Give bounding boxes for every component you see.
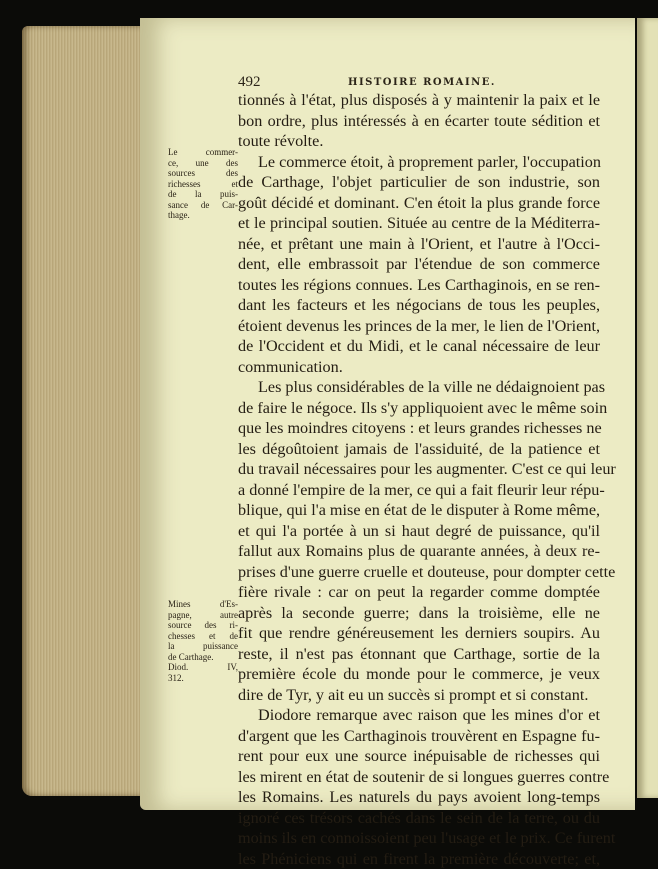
margin-note-line: de Carthage. xyxy=(168,652,238,663)
text-line: toutes les régions connues. Les Carthaginois, en se ren- xyxy=(238,275,600,296)
text-line: après la seconde guerre; dans la troisième, elle ne xyxy=(238,603,600,624)
text-line: Le commerce étoit, à proprement parler, l'occupation xyxy=(238,152,600,173)
margin-note-line: pagne, autre xyxy=(168,610,238,621)
text-line: moins ils en connoissoient peu l'usage et le prix. Ce furent xyxy=(238,828,600,849)
margin-note-line: Le commer- xyxy=(168,147,238,158)
text-line: fit que rendre généreusement les derniers soupirs. Au xyxy=(238,623,600,644)
text-line: dent, elle embrassoit par l'étendue de son commerce xyxy=(238,254,600,275)
text-line: les Romains. Les naturels du pays avoient long-temps xyxy=(238,787,600,808)
page-number: 492 xyxy=(238,74,261,91)
margin-note-line: thage. xyxy=(168,210,238,221)
text-line: de l'Occident et du Midi, et le canal nécessaire de leur xyxy=(238,336,600,357)
text-line: toute révolte. xyxy=(238,131,600,152)
text-line: ignoré ces trésors cachés dans le sein de la terre, ou du xyxy=(238,808,600,829)
text-line: dant les facteurs et les négocians de tous les peuples, xyxy=(238,295,600,316)
body-text xyxy=(238,90,600,869)
margin-note-line: chesses et de xyxy=(168,631,238,642)
margin-note-line: richesses et xyxy=(168,179,238,190)
text-line: que les moindres citoyens : et leurs grandes richesses ne xyxy=(238,418,600,439)
text-line: Les plus considérables de la ville ne dédaignoient pas xyxy=(238,377,600,398)
text-line: a donné l'empire de la mer, ce qui a fait fleurir leur répu- xyxy=(238,480,600,501)
text-line: d'argent que les Carthaginois trouvèrent en Espagne fu- xyxy=(238,726,600,747)
running-title: HISTOIRE ROMAINE. xyxy=(348,77,496,88)
text-line: rent pour eux une source inépuisable de richesses qui xyxy=(238,746,600,767)
text-line: fallut aux Romains plus de quarante années, à deux re- xyxy=(238,541,600,562)
text-line: Diodore remarque avec raison que les mines d'or et xyxy=(238,705,600,726)
book-page-edges xyxy=(22,26,148,796)
text-line: goût décidé et dominant. C'en étoit la plus grande force xyxy=(238,193,600,214)
margin-note-line: source des ri- xyxy=(168,620,238,631)
text-line: de faire le négoce. Ils s'y appliquoient avec le même soin xyxy=(238,398,600,419)
text-line: née, et prêtant une main à l'Orient, et l'autre à l'Occi- xyxy=(238,234,600,255)
text-line: fière rivale : car on peut la regarder comme domptée xyxy=(238,582,600,603)
text-line: les dégoûtoient jamais de l'assiduité, de la patience et xyxy=(238,439,600,460)
text-line: étoient devenus les princes de la mer, le lien de l'Orient, xyxy=(238,316,600,337)
margin-note-line: 312. xyxy=(168,673,238,684)
margin-note-line: de la puis- xyxy=(168,189,238,200)
text-line: dire de Tyr, y ait eu un succès si prompt et si constant. xyxy=(238,685,600,706)
facing-page-edge xyxy=(637,18,658,798)
text-line: tionnés à l'état, plus disposés à y maintenir la paix et le xyxy=(238,90,600,111)
text-line: bon ordre, plus intéressés à en écarter toute sédition et xyxy=(238,111,600,132)
margin-note-line: Mines d'Es- xyxy=(168,599,238,610)
margin-note-line: Diod. IV, xyxy=(168,662,238,673)
text-line: prises d'une guerre cruelle et douteuse, pour dompter cette xyxy=(238,562,600,583)
margin-note-line: sources des xyxy=(168,168,238,179)
text-line: première école du monde pour le commerce, je veux xyxy=(238,664,600,685)
text-line: les mirent en état de soutenir de si longues guerres contre xyxy=(238,767,600,788)
margin-note-commerce xyxy=(168,147,238,221)
text-line: du travail nécessaires pour les augmenter. C'est ce qui leur xyxy=(238,459,600,480)
margin-note-line: sance de Car- xyxy=(168,200,238,211)
text-line: et qui l'a portée à un si haut degré de puissance, qu'il xyxy=(238,521,600,542)
margin-note-line: la puissance xyxy=(168,641,238,652)
text-line: de Carthage, l'objet particulier de son industrie, son xyxy=(238,172,600,193)
margin-note-mines xyxy=(168,599,238,683)
text-line: et le principal soutien. Située au centre de la Méditerra- xyxy=(238,213,600,234)
margin-note-line: ce, une des xyxy=(168,158,238,169)
text-line: reste, il n'est pas étonnant que Carthage, sortie de la xyxy=(238,644,600,665)
text-line: communication. xyxy=(238,357,600,378)
text-line: blique, qui l'a mise en état de le disputer à Rome même, xyxy=(238,500,600,521)
text-line: les Phéniciens qui en firent la première découverte; et, xyxy=(238,849,600,869)
